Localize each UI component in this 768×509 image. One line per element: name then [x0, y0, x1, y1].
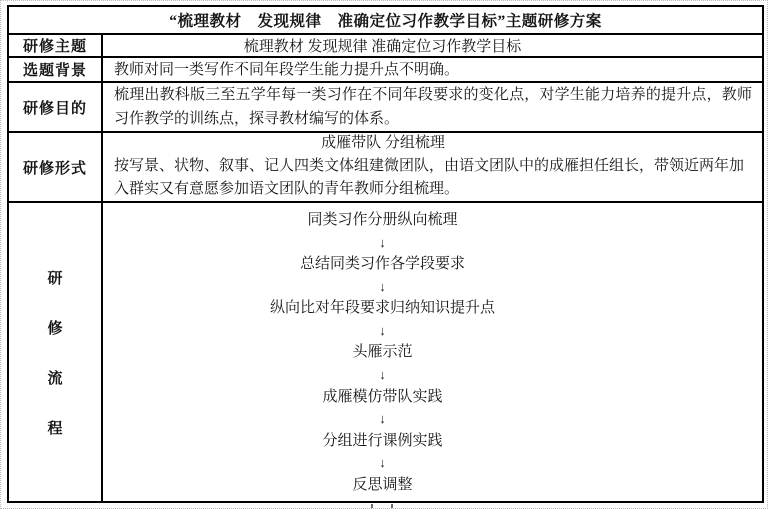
row-content-format: [103, 131, 762, 201]
row-label-theme: 研修主题: [9, 33, 103, 56]
row-label-format: 研修形式: [9, 131, 103, 201]
page-title: “梳理教材 发现规律 准确定位习作教学目标”主题研修方案: [169, 13, 602, 30]
down-arrow-icon: ↓: [379, 455, 386, 471]
down-arrow-icon: ↓: [379, 411, 386, 427]
process-label-char: 修: [47, 320, 63, 337]
down-arrow-icon: ↓: [379, 367, 386, 383]
process-flowchart: [103, 201, 762, 501]
format-headline: 成雁带队 分组梳理: [321, 135, 445, 151]
row-content-purpose: 梳理出教科版三至五学年每一类习作在不同年段要求的变化点，对学生能力培养的提升点，教师习作教学的训练点，探寻教材编写的体系。: [103, 81, 762, 131]
row-content-theme: 梳理教材 发现规律 准确定位习作教学目标: [103, 33, 762, 56]
row-label-process: [9, 201, 103, 501]
flow-step: 成雁模仿带队实践: [322, 388, 443, 405]
flow-step: 反思调整: [352, 476, 413, 493]
row-label-background: 选题背景: [9, 56, 103, 81]
down-arrow-icon: ↓: [379, 234, 386, 250]
flow-step: 分组进行课例实践: [322, 432, 443, 449]
format-body: 按写景、状物、叙事、记人四类文体组建微团队，由语文团队中的成雁担任组长，带领近两年加入群实又有意愿参加语文团队的青年教师分组梳理。: [114, 158, 745, 197]
next-table-fragment-line: [371, 504, 373, 509]
process-label-char: 研: [47, 270, 63, 287]
flow-step: 纵向比对年段要求归纳知识提升点: [269, 300, 495, 317]
down-arrow-icon: ↓: [379, 278, 386, 294]
row-label-purpose: 研修目的: [9, 81, 103, 131]
down-arrow-icon: ↓: [379, 322, 386, 338]
next-table-fragment-line: [391, 504, 393, 509]
row-content-background: 教师对同一类写作不同年段学生能力提升点不明确。: [103, 56, 762, 81]
flow-step: 总结同类习作各学段要求: [299, 256, 465, 273]
process-label-char: 流: [47, 370, 63, 387]
process-label-char: 程: [47, 420, 63, 437]
flow-step: 头雁示范: [352, 344, 413, 361]
research-plan-table: [7, 5, 764, 503]
flow-step: 同类习作分册纵向梳理: [307, 212, 458, 228]
